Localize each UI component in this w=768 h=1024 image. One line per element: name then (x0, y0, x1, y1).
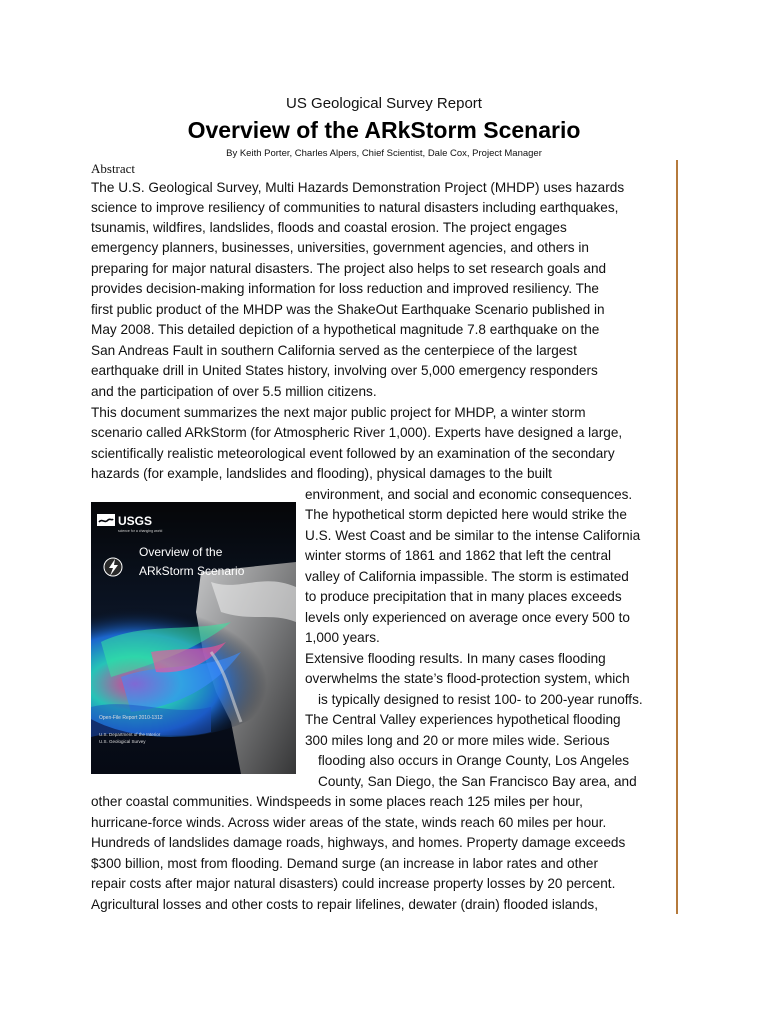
report-label: US Geological Survey Report (286, 95, 482, 112)
lightning-icon (104, 558, 122, 576)
body-line: tsunamis, wildfires, landslides, floods and coastal erosion. The project engages (91, 220, 567, 235)
body-line: and the participation of over 5.5 million citizens. (91, 384, 377, 399)
body-line: science to improve resiliency of communities to natural disasters including earthquakes, (91, 200, 619, 215)
body-line: levels only experienced on average once every 500 to (305, 610, 630, 625)
body-line: other coastal communities. Windspeeds in some places reach 125 miles per hour, (91, 794, 583, 809)
body-line: U.S. West Coast and be similar to the intense California (305, 528, 641, 543)
body-line: This document summarizes the next major public project for MHDP, a winter storm (91, 405, 586, 420)
report-cover-image (91, 502, 296, 774)
agency-tagline: science for a changing world (118, 529, 163, 533)
body-line: valley of California impassible. The storm is estimated (305, 569, 629, 584)
body-line: Extensive flooding results. In many cases flooding (305, 651, 606, 666)
body-line: overwhelms the state’s flood-protection system, which (305, 671, 630, 686)
body-line: The hypothetical storm depicted here would strike the (305, 507, 627, 522)
body-line: preparing for major natural disasters. The project also helps to set research goals and (91, 261, 607, 276)
body-line: to produce precipitation that in many places exceeds (305, 589, 622, 604)
cover-dept-line1: U.S. Department of the Interior (99, 732, 161, 737)
author-line: By Keith Porter, Charles Alpers, Chief Scientist, Dale Cox, Project Manager (226, 148, 542, 159)
cover-title-line1: Overview of the (139, 545, 223, 559)
body-line: 1,000 years. (305, 630, 380, 645)
cover-report-number: Open-File Report 2010-1312 (99, 715, 163, 721)
body-line: flooding also occurs in Orange County, Los Angeles (318, 753, 630, 768)
cover-dept-line2: U.S. Geological Survey (99, 739, 146, 744)
body-line: May 2008. This detailed depiction of a hypothetical magnitude 7.8 earthquake on the (91, 322, 600, 337)
body-line: is typically designed to resist 100- to 200-year runoffs. (318, 692, 643, 707)
body-line: $300 billion, most from flooding. Demand surge (an increase in labor rates and other (91, 856, 599, 871)
page-title: Overview of the ARkStorm Scenario (187, 117, 581, 143)
body-line: hurricane-force winds. Across wider areas of the state, winds reach 60 miles per hour. (91, 815, 607, 830)
body-line: San Andreas Fault in southern California served as the centerpiece of the largest (91, 343, 577, 358)
body-line: environment, and social and economic consequences. (305, 487, 633, 502)
body-line: scenario called ARkStorm (for Atmospheric River 1,000). Experts have designed a large, (91, 425, 623, 440)
body-line: emergency planners, businesses, universities, government agencies, and others in (91, 240, 589, 255)
cover-title-line2: ARkStorm Scenario (139, 564, 245, 578)
storm-satellite-image (91, 502, 296, 774)
body-line: The U.S. Geological Survey, Multi Hazards Demonstration Project (MHDP) uses hazards (91, 180, 625, 195)
body-line: Agricultural losses and other costs to repair lifelines, dewater (drain) flooded islands, (91, 897, 598, 912)
body-line: Hundreds of landslides damage roads, highways, and homes. Property damage exceeds (91, 835, 626, 850)
body-line: scientifically realistic meteorological event followed by an examination of the secondary (91, 446, 615, 461)
body-line: earthquake drill in United States history, involving over 5,000 emergency responders (91, 363, 598, 378)
agency-name: USGS (118, 514, 153, 528)
body-line: repair costs after major natural disasters) could increase property losses by 20 percent. (91, 876, 616, 891)
body-line: hazards (for example, landslides and flooding), physical damages to the built (91, 466, 552, 481)
body-line: first public product of the MHDP was the ShakeOut Earthquake Scenario published in (91, 302, 605, 317)
body-line: County, San Diego, the San Francisco Bay area, and (318, 774, 637, 789)
body-line: The Central Valley experiences hypothetical flooding (305, 712, 621, 727)
abstract-heading: Abstract (91, 161, 136, 176)
margin-rule (676, 160, 678, 914)
body-line: 300 miles long and 20 or more miles wide. Serious (305, 733, 610, 748)
body-line: provides decision-making information for loss reduction and improved resiliency. The (91, 281, 599, 296)
body-line: winter storms of 1861 and 1862 that left the central (305, 548, 612, 563)
